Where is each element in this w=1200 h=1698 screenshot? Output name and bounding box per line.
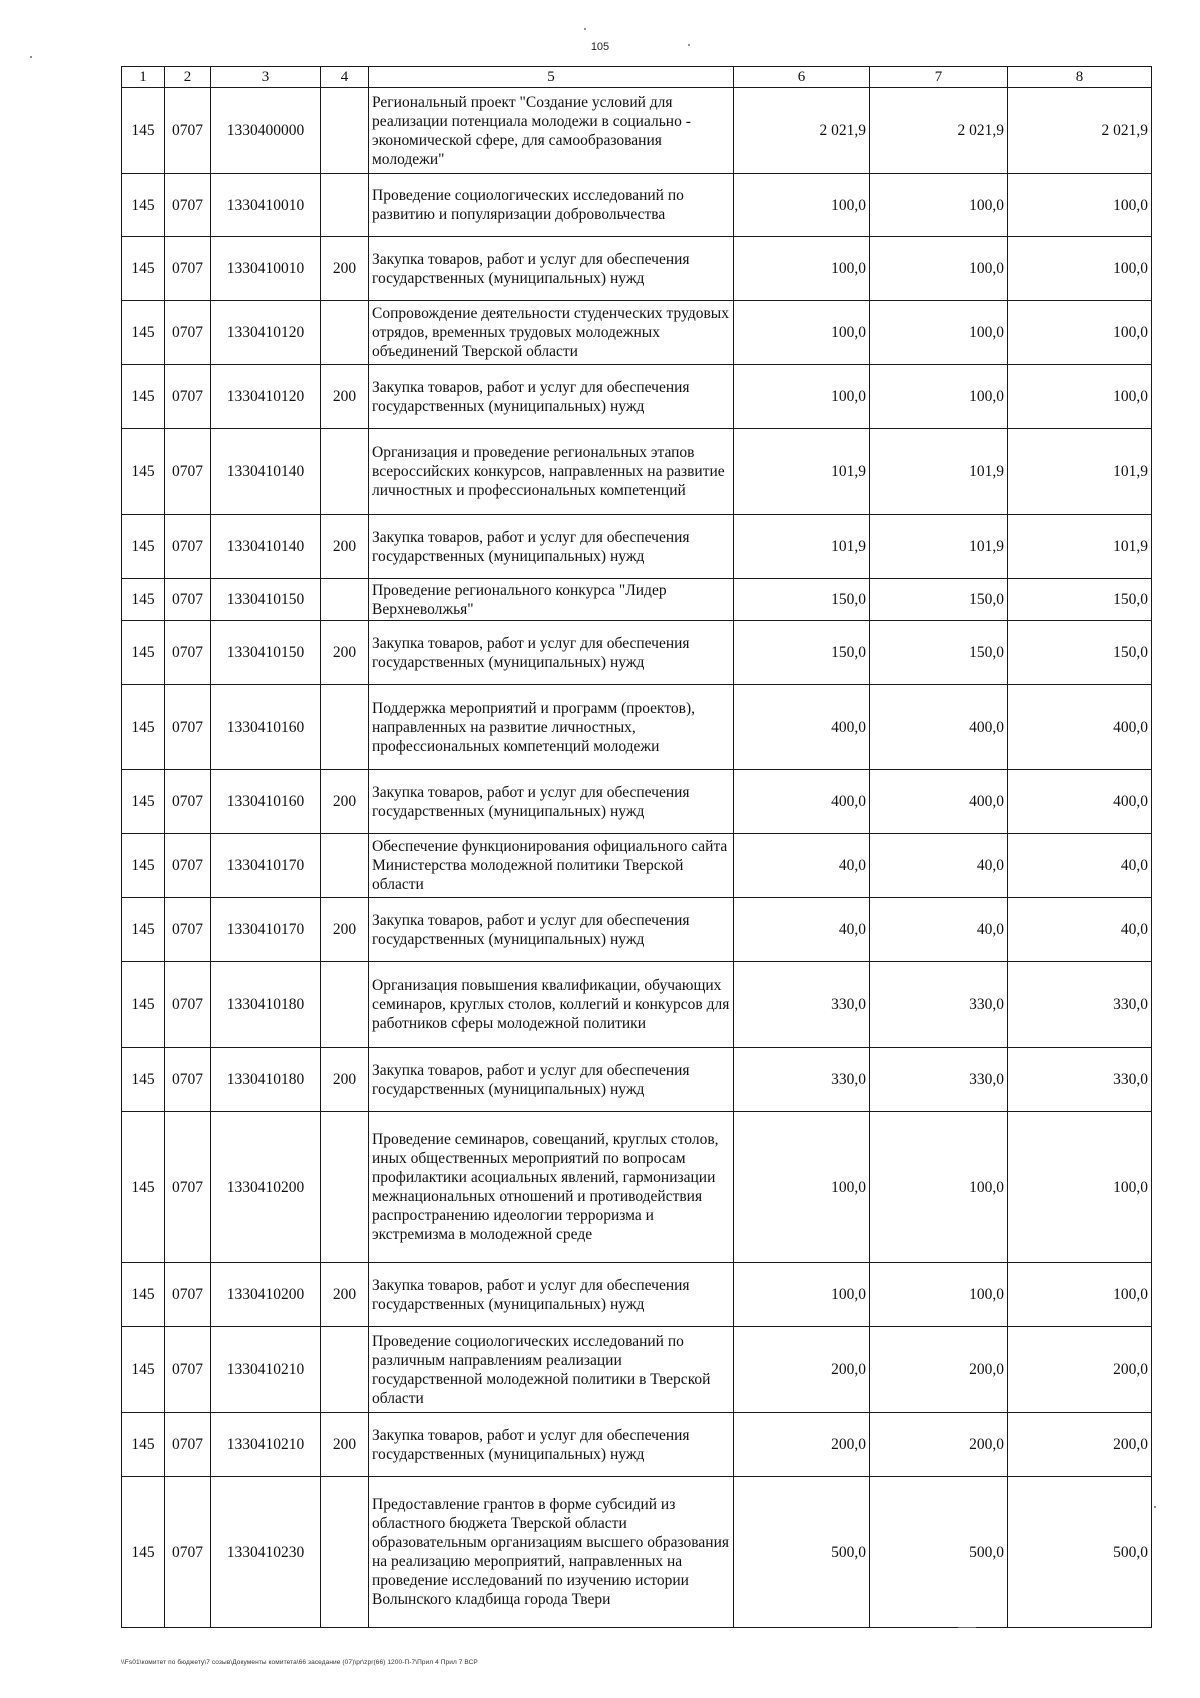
cell-code-section: 0707 bbox=[165, 1112, 211, 1263]
cell-code-target: 1330400000 bbox=[211, 88, 321, 174]
cell-amount-col6: 150,0 bbox=[734, 579, 870, 621]
cell-code-expense-type: 200 bbox=[321, 770, 369, 834]
cell-code-admin: 145 bbox=[122, 429, 165, 515]
cell-description: Поддержка мероприятий и программ (проектов), направленных на развитие личностных, профессиональных компетенций молодежи bbox=[369, 685, 734, 770]
cell-code-target: 1330410230 bbox=[211, 1477, 321, 1628]
cell-amount-col8: 100,0 bbox=[1008, 1112, 1152, 1263]
footer-file-path: \\Fs01\комитет по бюджету\7 созыв\Документы комитета\66 заседание (07)\pr\zpr(66) 1200-П-7\Прил 4 Прил 7 ВСР bbox=[121, 1659, 478, 1666]
cell-amount-col8: 100,0 bbox=[1008, 365, 1152, 429]
cell-code-admin: 145 bbox=[122, 237, 165, 301]
cell-code-admin: 145 bbox=[122, 1048, 165, 1112]
cell-code-expense-type: 200 bbox=[321, 898, 369, 962]
cell-description: Закупка товаров, работ и услуг для обеспечения государственных (муниципальных) нужд bbox=[369, 1413, 734, 1477]
cell-code-expense-type bbox=[321, 174, 369, 237]
cell-code-target: 1330410200 bbox=[211, 1263, 321, 1327]
cell-amount-col8: 200,0 bbox=[1008, 1413, 1152, 1477]
cell-amount-col8: 100,0 bbox=[1008, 237, 1152, 301]
cell-amount-col7: 100,0 bbox=[870, 174, 1008, 237]
cell-code-section: 0707 bbox=[165, 365, 211, 429]
cell-amount-col7: 101,9 bbox=[870, 429, 1008, 515]
cell-amount-col7: 100,0 bbox=[870, 301, 1008, 365]
cell-code-target: 1330410150 bbox=[211, 621, 321, 685]
cell-description: Обеспечение функционирования официального сайта Министерства молодежной политики Тверской области bbox=[369, 834, 734, 898]
cell-amount-col8: 2 021,9 bbox=[1008, 88, 1152, 174]
column-header: 8 bbox=[1008, 67, 1152, 88]
cell-amount-col7: 150,0 bbox=[870, 579, 1008, 621]
table-row bbox=[122, 1048, 1152, 1112]
table-row bbox=[122, 301, 1152, 365]
cell-code-section: 0707 bbox=[165, 1413, 211, 1477]
cell-description: Организация и проведение региональных этапов всероссийских конкурсов, направленных на развитие личностных и профессиональных компетенций bbox=[369, 429, 734, 515]
cell-amount-col7: 40,0 bbox=[870, 834, 1008, 898]
cell-code-section: 0707 bbox=[165, 1477, 211, 1628]
cell-code-expense-type: 200 bbox=[321, 515, 369, 579]
cell-code-section: 0707 bbox=[165, 237, 211, 301]
cell-code-target: 1330410200 bbox=[211, 1112, 321, 1263]
table-row bbox=[122, 237, 1152, 301]
cell-code-admin: 145 bbox=[122, 1112, 165, 1263]
table-row bbox=[122, 1112, 1152, 1263]
table-header bbox=[122, 67, 1152, 88]
table-row bbox=[122, 429, 1152, 515]
cell-amount-col6: 2 021,9 bbox=[734, 88, 870, 174]
cell-code-expense-type bbox=[321, 1327, 369, 1413]
cell-code-admin: 145 bbox=[122, 1477, 165, 1628]
cell-code-target: 1330410170 bbox=[211, 834, 321, 898]
cell-description: Организация повышения квалификации, обучающих семинаров, круглых столов, коллегий и конкурсов для работников сферы молодежной политики bbox=[369, 962, 734, 1048]
cell-code-expense-type bbox=[321, 1112, 369, 1263]
table-row bbox=[122, 515, 1152, 579]
cell-code-target: 1330410210 bbox=[211, 1327, 321, 1413]
cell-description: Предоставление грантов в форме субсидий из областного бюджета Тверской области образовательным организациям высшего образования на реализацию мероприятий, направленных на проведение исследований по изучению истории Волынского кладбища города Твери bbox=[369, 1477, 734, 1628]
cell-amount-col6: 330,0 bbox=[734, 1048, 870, 1112]
cell-description: Проведение регионального конкурса "Лидер Верхневолжья" bbox=[369, 579, 734, 621]
cell-description: Региональный проект "Создание условий для реализации потенциала молодежи в социально - экономической сфере, для самообразования молодежи" bbox=[369, 88, 734, 174]
table-row bbox=[122, 770, 1152, 834]
cell-amount-col6: 40,0 bbox=[734, 834, 870, 898]
scan-speck bbox=[688, 44, 690, 46]
cell-amount-col7: 330,0 bbox=[870, 962, 1008, 1048]
cell-amount-col7: 2 021,9 bbox=[870, 88, 1008, 174]
cell-code-section: 0707 bbox=[165, 770, 211, 834]
cell-amount-col7: 400,0 bbox=[870, 685, 1008, 770]
cell-amount-col7: 40,0 bbox=[870, 898, 1008, 962]
cell-amount-col7: 200,0 bbox=[870, 1327, 1008, 1413]
cell-code-expense-type bbox=[321, 1477, 369, 1628]
cell-code-admin: 145 bbox=[122, 685, 165, 770]
cell-code-expense-type bbox=[321, 429, 369, 515]
cell-amount-col7: 200,0 bbox=[870, 1413, 1008, 1477]
cell-amount-col8: 40,0 bbox=[1008, 834, 1152, 898]
cell-description: Закупка товаров, работ и услуг для обеспечения государственных (муниципальных) нужд bbox=[369, 898, 734, 962]
cell-amount-col6: 200,0 bbox=[734, 1413, 870, 1477]
cell-code-section: 0707 bbox=[165, 429, 211, 515]
budget-table bbox=[121, 66, 1152, 1628]
cell-code-admin: 145 bbox=[122, 301, 165, 365]
cell-amount-col7: 100,0 bbox=[870, 1263, 1008, 1327]
cell-description: Закупка товаров, работ и услуг для обеспечения государственных (муниципальных) нужд bbox=[369, 1263, 734, 1327]
cell-amount-col8: 101,9 bbox=[1008, 515, 1152, 579]
cell-amount-col6: 400,0 bbox=[734, 770, 870, 834]
table-row bbox=[122, 365, 1152, 429]
cell-description: Проведение социологических исследований по различным направлениям реализации государственной молодежной политики в Тверской области bbox=[369, 1327, 734, 1413]
cell-amount-col8: 40,0 bbox=[1008, 898, 1152, 962]
table-row bbox=[122, 962, 1152, 1048]
column-header: 6 bbox=[734, 67, 870, 88]
cell-description: Закупка товаров, работ и услуг для обеспечения государственных (муниципальных) нужд bbox=[369, 365, 734, 429]
cell-code-target: 1330410120 bbox=[211, 301, 321, 365]
cell-amount-col8: 100,0 bbox=[1008, 174, 1152, 237]
column-header: 1 bbox=[122, 67, 165, 88]
cell-amount-col7: 100,0 bbox=[870, 1112, 1008, 1263]
table-row bbox=[122, 1477, 1152, 1628]
cell-code-section: 0707 bbox=[165, 174, 211, 237]
cell-amount-col6: 101,9 bbox=[734, 515, 870, 579]
cell-code-section: 0707 bbox=[165, 1048, 211, 1112]
cell-amount-col8: 100,0 bbox=[1008, 301, 1152, 365]
table-row bbox=[122, 579, 1152, 621]
cell-amount-col8: 400,0 bbox=[1008, 685, 1152, 770]
cell-code-admin: 145 bbox=[122, 365, 165, 429]
cell-code-target: 1330410120 bbox=[211, 365, 321, 429]
cell-code-admin: 145 bbox=[122, 1327, 165, 1413]
cell-code-section: 0707 bbox=[165, 1263, 211, 1327]
cell-amount-col8: 100,0 bbox=[1008, 1263, 1152, 1327]
cell-code-target: 1330410140 bbox=[211, 515, 321, 579]
cell-code-section: 0707 bbox=[165, 88, 211, 174]
cell-code-section: 0707 bbox=[165, 621, 211, 685]
cell-description: Закупка товаров, работ и услуг для обеспечения государственных (муниципальных) нужд bbox=[369, 237, 734, 301]
table-row bbox=[122, 1327, 1152, 1413]
cell-code-target: 1330410150 bbox=[211, 579, 321, 621]
cell-code-expense-type bbox=[321, 834, 369, 898]
cell-code-target: 1330410210 bbox=[211, 1413, 321, 1477]
cell-amount-col6: 400,0 bbox=[734, 685, 870, 770]
cell-amount-col8: 330,0 bbox=[1008, 962, 1152, 1048]
cell-code-target: 1330410160 bbox=[211, 685, 321, 770]
cell-code-expense-type bbox=[321, 962, 369, 1048]
scan-speck bbox=[958, 1627, 976, 1628]
cell-amount-col7: 100,0 bbox=[870, 365, 1008, 429]
cell-code-section: 0707 bbox=[165, 898, 211, 962]
cell-code-admin: 145 bbox=[122, 898, 165, 962]
scan-speck bbox=[30, 56, 32, 58]
cell-code-admin: 145 bbox=[122, 962, 165, 1048]
cell-code-target: 1330410010 bbox=[211, 237, 321, 301]
column-header: 4 bbox=[321, 67, 369, 88]
cell-amount-col7: 150,0 bbox=[870, 621, 1008, 685]
column-header: 3 bbox=[211, 67, 321, 88]
cell-code-section: 0707 bbox=[165, 685, 211, 770]
cell-amount-col8: 330,0 bbox=[1008, 1048, 1152, 1112]
column-header: 7 bbox=[870, 67, 1008, 88]
cell-amount-col6: 150,0 bbox=[734, 621, 870, 685]
cell-description: Закупка товаров, работ и услуг для обеспечения государственных (муниципальных) нужд bbox=[369, 770, 734, 834]
table-row bbox=[122, 1413, 1152, 1477]
cell-code-target: 1330410140 bbox=[211, 429, 321, 515]
cell-amount-col6: 100,0 bbox=[734, 301, 870, 365]
cell-code-admin: 145 bbox=[122, 174, 165, 237]
cell-code-admin: 145 bbox=[122, 1413, 165, 1477]
cell-code-expense-type: 200 bbox=[321, 237, 369, 301]
cell-description: Сопровождение деятельности студенческих трудовых отрядов, временных трудовых молодежных объединений Тверской области bbox=[369, 301, 734, 365]
cell-amount-col7: 100,0 bbox=[870, 237, 1008, 301]
cell-amount-col6: 100,0 bbox=[734, 174, 870, 237]
cell-code-expense-type bbox=[321, 579, 369, 621]
cell-code-target: 1330410160 bbox=[211, 770, 321, 834]
cell-code-admin: 145 bbox=[122, 621, 165, 685]
cell-amount-col6: 100,0 bbox=[734, 1112, 870, 1263]
table-row bbox=[122, 1263, 1152, 1327]
cell-code-target: 1330410010 bbox=[211, 174, 321, 237]
cell-description: Проведение социологических исследований по развитию и популяризации добровольчества bbox=[369, 174, 734, 237]
cell-amount-col6: 200,0 bbox=[734, 1327, 870, 1413]
cell-amount-col6: 101,9 bbox=[734, 429, 870, 515]
cell-amount-col6: 100,0 bbox=[734, 365, 870, 429]
cell-amount-col7: 101,9 bbox=[870, 515, 1008, 579]
cell-amount-col6: 40,0 bbox=[734, 898, 870, 962]
cell-code-expense-type bbox=[321, 685, 369, 770]
table-row bbox=[122, 685, 1152, 770]
table-row bbox=[122, 834, 1152, 898]
cell-code-section: 0707 bbox=[165, 962, 211, 1048]
cell-code-expense-type: 200 bbox=[321, 621, 369, 685]
column-header: 5 bbox=[369, 67, 734, 88]
cell-code-expense-type: 200 bbox=[321, 1413, 369, 1477]
cell-code-section: 0707 bbox=[165, 834, 211, 898]
table-row bbox=[122, 174, 1152, 237]
cell-code-target: 1330410180 bbox=[211, 1048, 321, 1112]
cell-code-expense-type: 200 bbox=[321, 1263, 369, 1327]
cell-amount-col6: 100,0 bbox=[734, 237, 870, 301]
cell-code-expense-type bbox=[321, 88, 369, 174]
cell-amount-col7: 500,0 bbox=[870, 1477, 1008, 1628]
cell-code-admin: 145 bbox=[122, 88, 165, 174]
cell-code-target: 1330410180 bbox=[211, 962, 321, 1048]
cell-code-admin: 145 bbox=[122, 834, 165, 898]
cell-amount-col8: 500,0 bbox=[1008, 1477, 1152, 1628]
cell-code-expense-type: 200 bbox=[321, 365, 369, 429]
scan-speck bbox=[1154, 1506, 1156, 1508]
cell-amount-col8: 200,0 bbox=[1008, 1327, 1152, 1413]
cell-amount-col8: 150,0 bbox=[1008, 579, 1152, 621]
cell-code-admin: 145 bbox=[122, 579, 165, 621]
cell-amount-col7: 400,0 bbox=[870, 770, 1008, 834]
cell-code-target: 1330410170 bbox=[211, 898, 321, 962]
cell-code-expense-type bbox=[321, 301, 369, 365]
cell-description: Проведение семинаров, совещаний, круглых столов, иных общественных мероприятий по вопросам профилактики асоциальных явлений, гармонизации межнациональных отношений и противодействия распространению идеологии терроризма и экстремизма в молодежной среде bbox=[369, 1112, 734, 1263]
table-row bbox=[122, 88, 1152, 174]
cell-description: Закупка товаров, работ и услуг для обеспечения государственных (муниципальных) нужд bbox=[369, 515, 734, 579]
cell-amount-col6: 100,0 bbox=[734, 1263, 870, 1327]
cell-amount-col6: 330,0 bbox=[734, 962, 870, 1048]
cell-code-section: 0707 bbox=[165, 579, 211, 621]
column-header: 2 bbox=[165, 67, 211, 88]
cell-code-admin: 145 bbox=[122, 770, 165, 834]
cell-code-section: 0707 bbox=[165, 1327, 211, 1413]
cell-description: Закупка товаров, работ и услуг для обеспечения государственных (муниципальных) нужд bbox=[369, 1048, 734, 1112]
table-body bbox=[122, 88, 1152, 1628]
cell-code-admin: 145 bbox=[122, 1263, 165, 1327]
cell-code-admin: 145 bbox=[122, 515, 165, 579]
table-row bbox=[122, 621, 1152, 685]
cell-amount-col6: 500,0 bbox=[734, 1477, 870, 1628]
cell-code-expense-type: 200 bbox=[321, 1048, 369, 1112]
cell-amount-col8: 150,0 bbox=[1008, 621, 1152, 685]
cell-amount-col7: 330,0 bbox=[870, 1048, 1008, 1112]
cell-code-section: 0707 bbox=[165, 301, 211, 365]
cell-description: Закупка товаров, работ и услуг для обеспечения государственных (муниципальных) нужд bbox=[369, 621, 734, 685]
scan-speck bbox=[584, 28, 586, 30]
page-number: 105 bbox=[590, 41, 610, 53]
cell-amount-col8: 400,0 bbox=[1008, 770, 1152, 834]
cell-code-section: 0707 bbox=[165, 515, 211, 579]
cell-amount-col8: 101,9 bbox=[1008, 429, 1152, 515]
table-row bbox=[122, 898, 1152, 962]
